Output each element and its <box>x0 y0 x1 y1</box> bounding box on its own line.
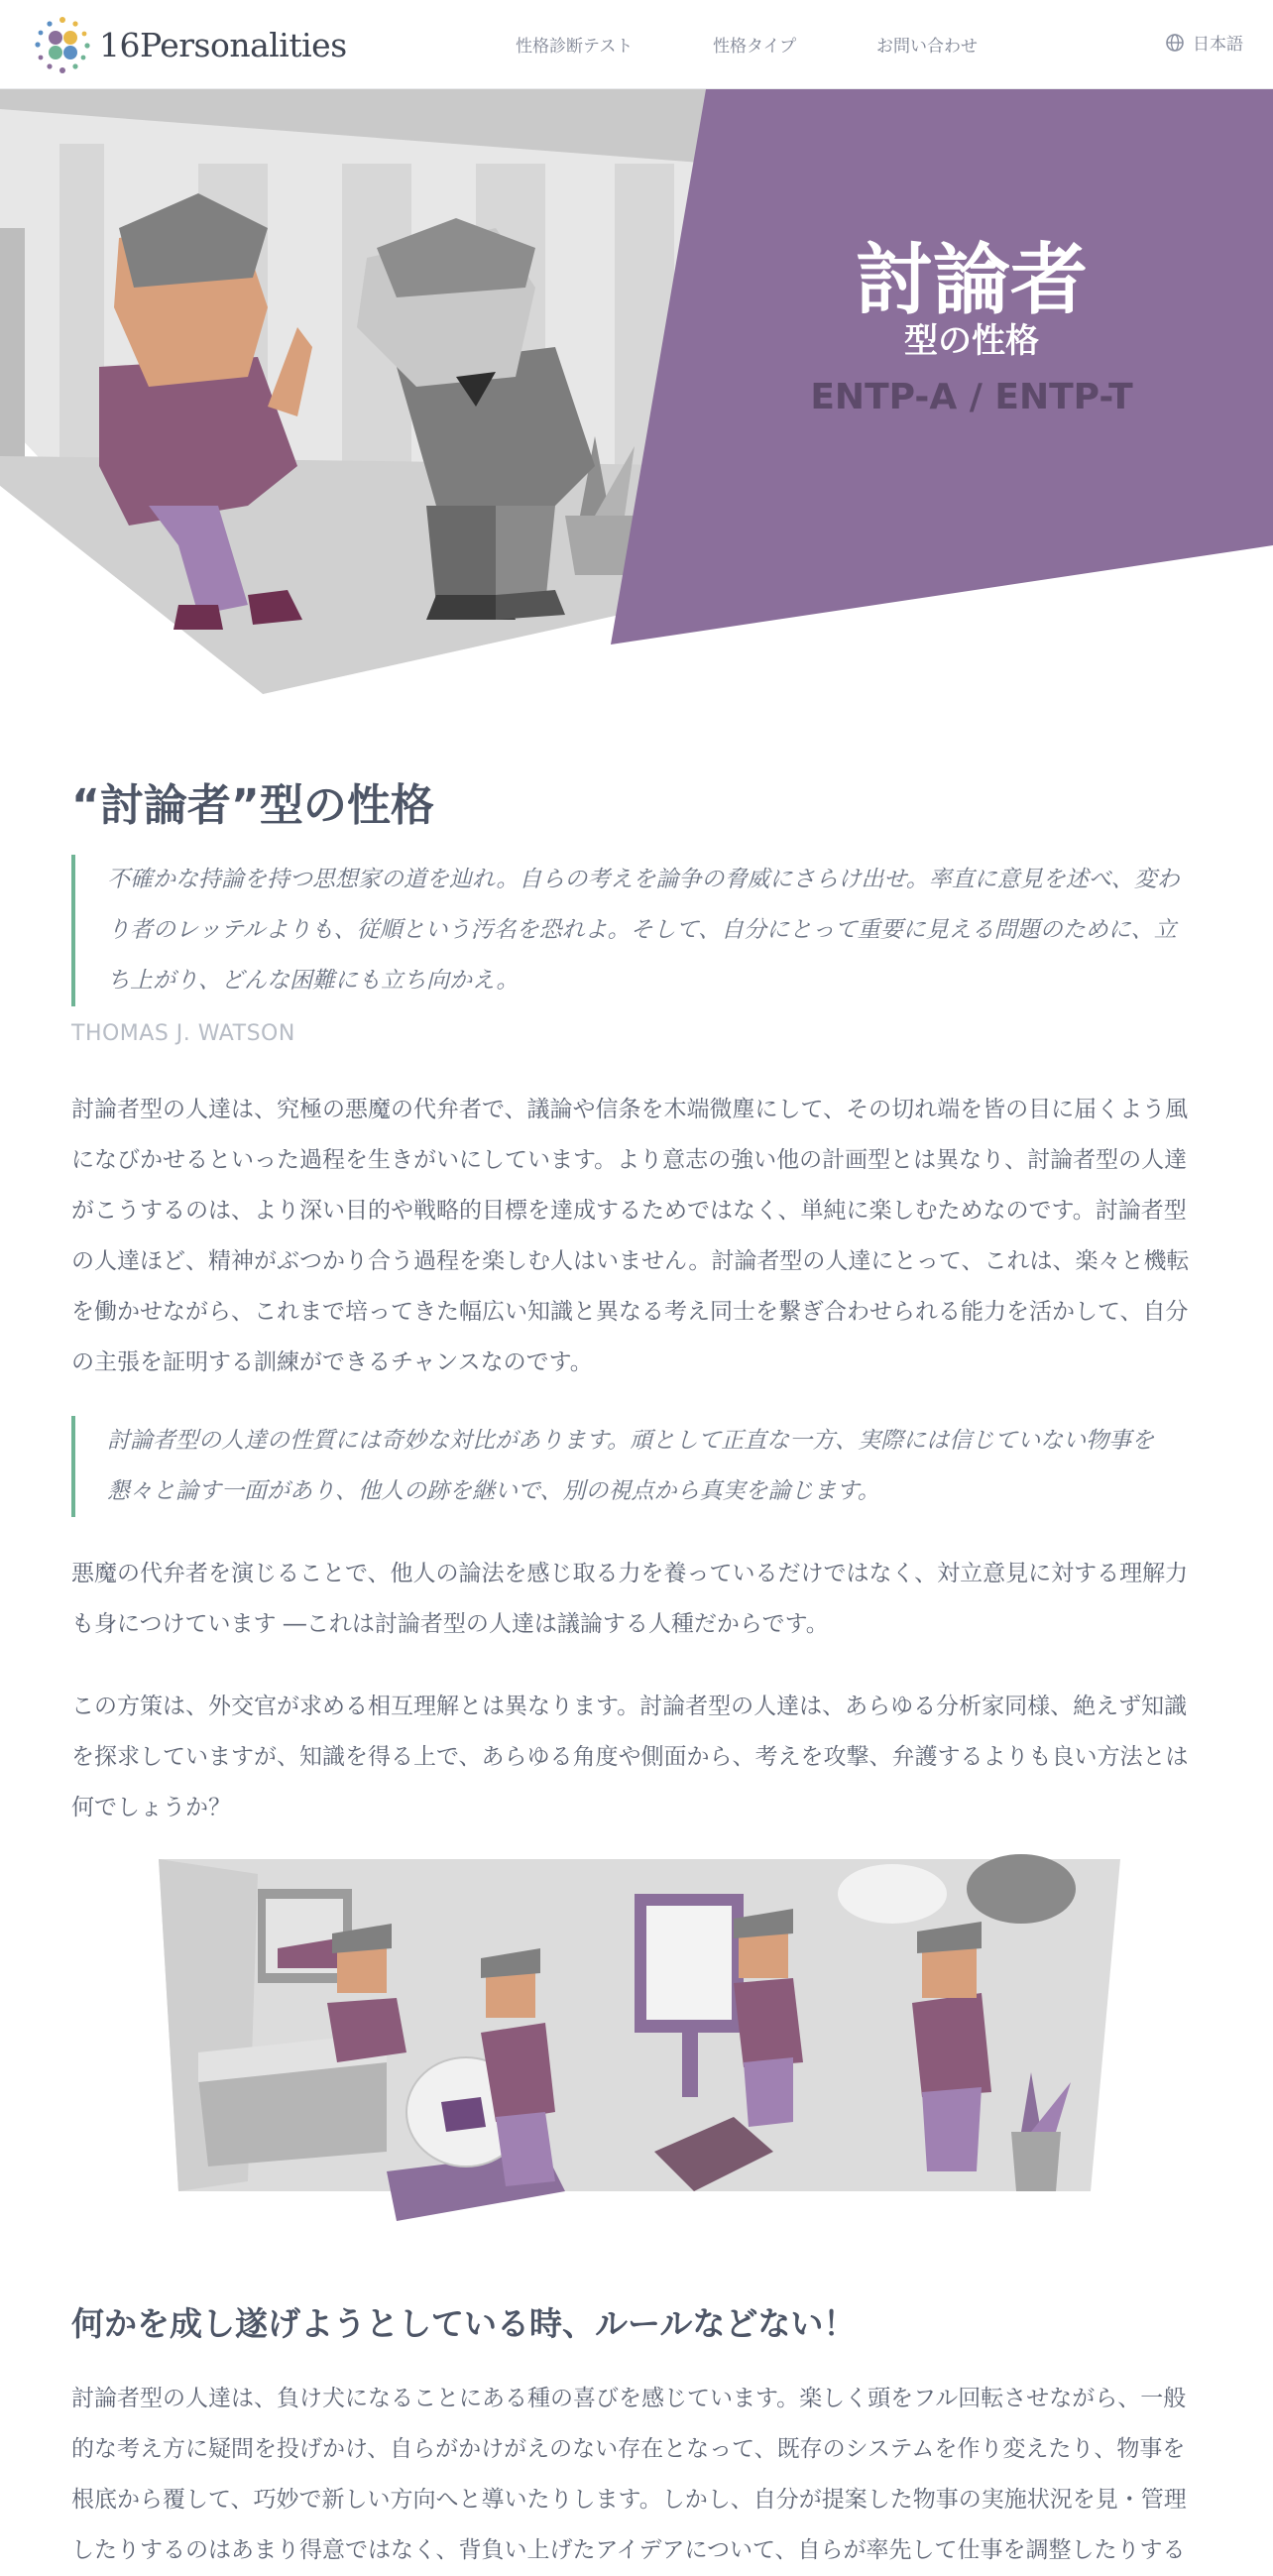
paragraph: 討論者型の人達は、究極の悪魔の代弁者で、議論や信条を木端微塵にして、その切れ端を皆の目に届くよう風になびかせるといった過程を生きがいにしています。より意志の強い他の計画型とは異なり、討論者型の人達がこうするのは、より深い目的や戦略的目標を達成するためではなく、単純に楽しむためなのです。討論者型の人達ほど、精神がぶつかり合う過程を楽しむ人はいません。討論者型の人達にとって、これは、楽々と機転を働かせながら、これまで培ってきた幅広い知識と異なる考え同士を繋ぎ合わせられる能力を活かして、自分の主張を証明する訓練ができるチャンスなのです。 <box>71 1097 1190 1375</box>
nav-contact[interactable] <box>876 32 978 57</box>
logo-icon <box>32 14 93 75</box>
quote-text: 不確かな持論を持つ思想家の道を辿れ。自らの考えを論争の脅威にさらけ出せ。率直に意見を述べ、変わり者のレッテルよりも、従順という汚名を恐れよ。そして、自分にとって重要に見える問題のために、立ち上がり、どんな困難にも立ち向かえ。 <box>107 867 1180 994</box>
site-logo[interactable] <box>32 14 347 75</box>
paragraph-4: 討論者型の人達は、負け犬になることにある種の喜びを感じています。楽しく頭をフル回転させながら、一般的な考え方に疑問を投げかけ、自らがかけがえのない存在となって、既存のシステムを作り変えたり、物事を根底から覆して、巧妙で新しい方向へと導いたりします。しかし、自分が提案した物事の実施状況を見・管理したりするのはあまり得意ではなく、背負い上げたアイデアについて、自らが率先して仕事を調整したりする <box>71 2386 1187 2563</box>
language-selector[interactable] <box>1165 30 1243 55</box>
page-title: “討論者”型の性格 <box>71 780 434 831</box>
quote-text-2: 討論者型の人達の性質には奇妙な対比があります。頑として正直な一方、実際には信じていない物事を懇々と論す一面があり、他人の跡を継いで、別の視点から真実を論じます。 <box>107 1428 1155 1504</box>
top-navigation-bar <box>0 0 1273 89</box>
paragraph-3: この方策は、外交官が求める相互理解とは異なります。討論者型の人達は、あらゆる分析家同様、絶えず知識を探求していますが、知識を得る上で、あらゆる角度や側面から、考えを攻撃、弁護するよりも良い方法とは何でしょうか？ <box>71 1694 1189 1820</box>
logo-text: 16Personalities <box>99 25 347 64</box>
nav-personality-test[interactable] <box>516 32 633 57</box>
quote-block <box>71 855 1197 1006</box>
section-heading: 何かを成し遂げようとしている時、ルールなどない！ <box>71 2304 857 2343</box>
hero-type-name: 討論者 <box>855 236 1088 325</box>
office-illustration <box>139 1854 1130 2251</box>
nav-personality-types[interactable] <box>713 32 796 57</box>
quote-author: THOMAS J. WATSON <box>71 1021 295 1046</box>
globe-icon <box>1165 33 1185 53</box>
language-label: 日本語 <box>1193 35 1243 55</box>
hero-type-codes: ENTP-A / ENTP-T <box>810 377 1133 417</box>
quote-block-2 <box>71 1416 1197 1517</box>
nav-personality-types-label[interactable]: 性格タイプ <box>713 37 797 57</box>
nav-contact-label[interactable]: お問い合わせ <box>876 37 978 57</box>
hero-subtitle: 型の性格 <box>904 321 1039 361</box>
hero-banner <box>0 89 1273 704</box>
nav-personality-test-label[interactable]: 性格診断テスト <box>516 37 634 57</box>
paragraph-2: 悪魔の代弁者を演じることで、他人の論法を感じ取る力を養っているだけではなく、対立意見に対する理解力も身につけています ―これは討論者型の人達は議論する人種だからです。 <box>71 1561 1189 1637</box>
